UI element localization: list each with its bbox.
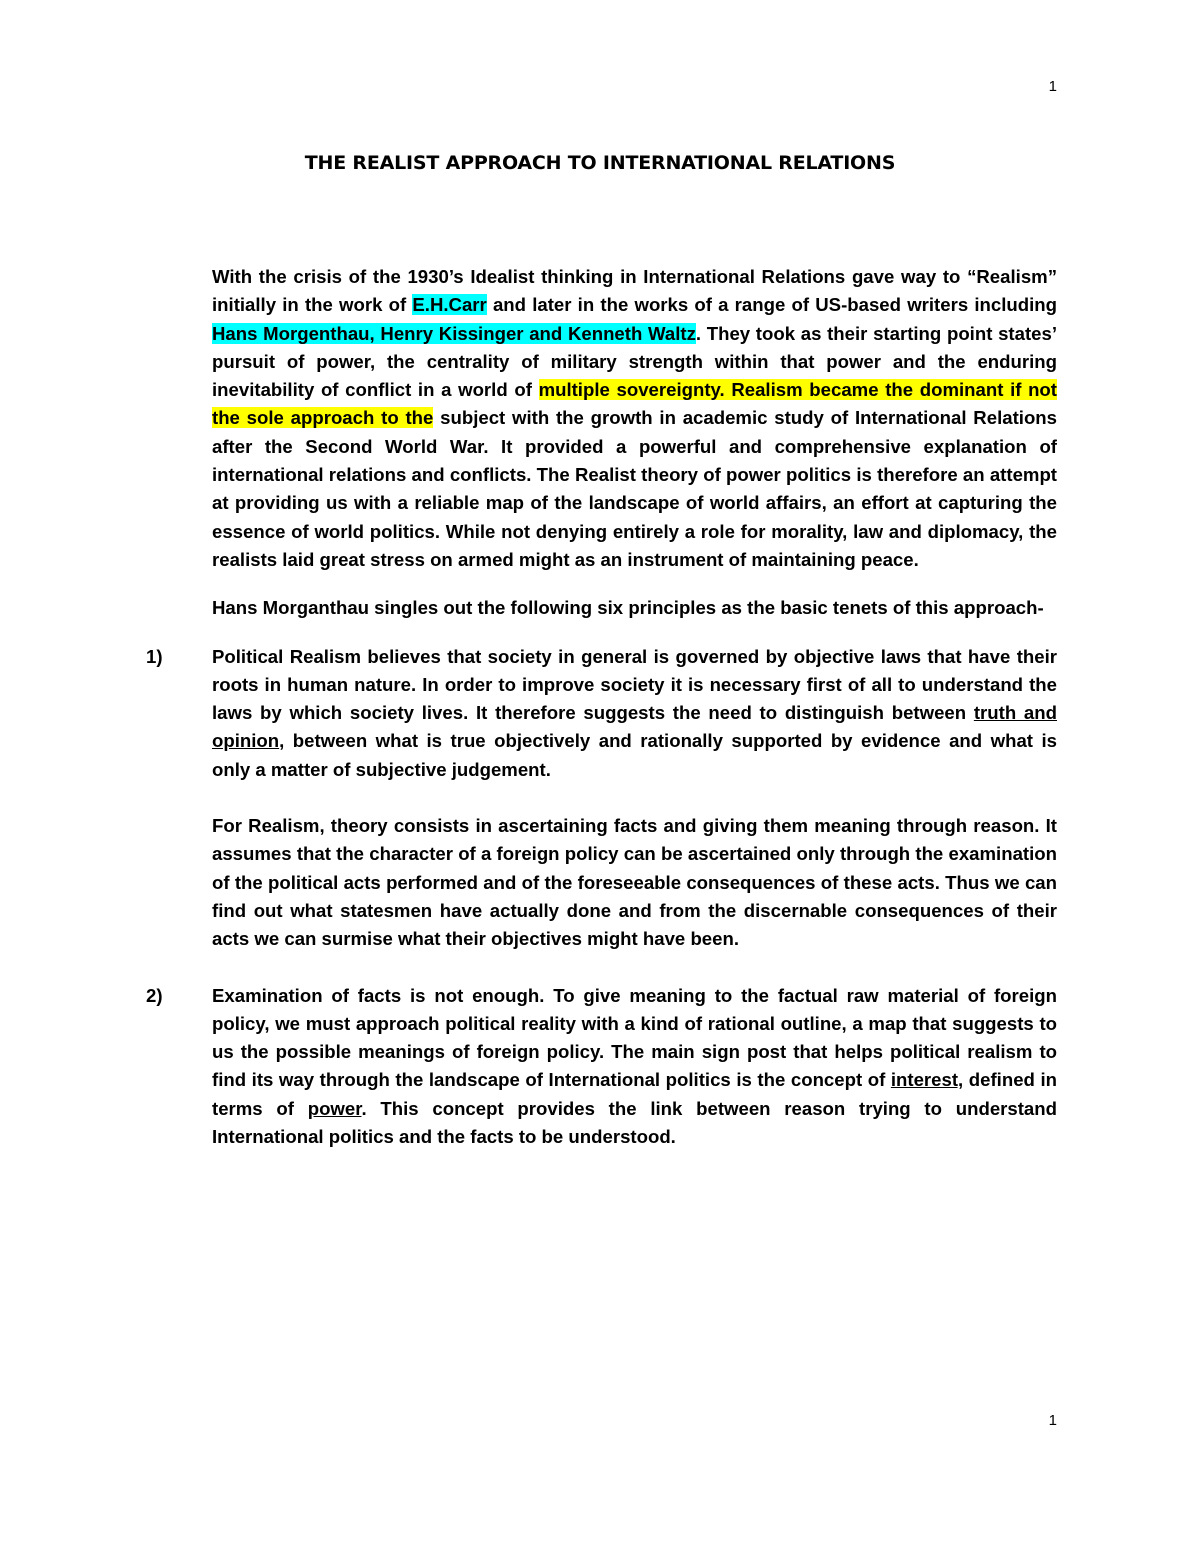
principle-1 bbox=[146, 643, 1057, 954]
principle-1-text-a: Political Realism believes that society in general is governed by objective laws that have their roots in human nature. In order to improve society it is necessary first of all to understand the laws by which society lives. It therefore suggests the need to distinguish between bbox=[212, 645, 1057, 724]
principle-2 bbox=[146, 982, 1058, 1152]
principle-2-text-c: . This concept provides the link between reason trying to understand International politics and the facts to be understood. bbox=[212, 1097, 1057, 1148]
underline-truth-opinion: truth and opinion bbox=[212, 702, 1057, 752]
principle-1-text-b: , between what is true objectively and rationally supported by evidence and what is only a matter of subjective judgement. bbox=[212, 730, 1057, 780]
principle-2-text-a: Examination of facts is not enough. To give meaning to the factual raw material of foreign policy, we must approach political reality with a kind of rational outline, a map that suggests to us the possible meanings of foreign policy. The main sign post that helps political realism to find its way through the landscape of International politics is the concept of bbox=[212, 984, 1057, 1091]
principle-2-paragraph bbox=[212, 982, 1057, 1152]
underline-power: power bbox=[307, 1097, 362, 1119]
intro-text-2: and later in the works of a range of US-based writers including bbox=[486, 294, 1057, 316]
highlight-writers: Hans Morgenthau, Henry Kissinger and Kenneth Waltz bbox=[212, 322, 696, 344]
principles-intro: Hans Morganthau singles out the following six principles as the basic tenets of this approach- bbox=[212, 597, 1044, 619]
intro-text-4: subject with the growth in academic study of International Relations after the Second World War. It provided a powerful and comprehensive explanation of international relations and conflicts. The Realist theory of power politics is therefore an attempt at providing us with a reliable map of the landscape of world affairs, an effort at capturing the essence of world politics. While not denying entirely a role for morality, law and diplomacy, the realists laid great stress on armed might as an instrument of maintaining peace. bbox=[212, 407, 1057, 570]
principle-1-paragraph bbox=[212, 643, 1057, 784]
page-number-footer: 1 bbox=[1048, 1412, 1057, 1429]
intro-text-3: . They took as their starting point states’ pursuit of power, the centrality of military strength within that power and the enduring inevitability of conflict in a world of bbox=[212, 322, 1057, 401]
page-number-header: 1 bbox=[1048, 78, 1057, 95]
document-title: THE REALIST APPROACH TO INTERNATIONAL RELATIONS bbox=[304, 152, 896, 174]
principle-1-number: 1) bbox=[146, 645, 163, 667]
highlight-sovereignty: multiple sovereignty. Realism became the dominant if not the sole approach to the bbox=[212, 379, 1057, 429]
principle-2-number: 2) bbox=[146, 984, 163, 1006]
principle-1-paragraph-2: For Realism, theory consists in ascertaining facts and giving them meaning through reason. It assumes that the character of a foreign policy can be ascertained only through the examination of the political acts performed and of the foreseeable consequences of these acts. Thus we can find out what statesmen have actually done and from the discernable consequences of their acts we can surmise what their objectives might have been. bbox=[212, 815, 1057, 950]
document-body bbox=[146, 263, 1058, 1151]
intro-paragraph bbox=[212, 263, 1057, 574]
highlight-carr: E.H.Carr bbox=[412, 294, 487, 316]
principle-2-text-b: defined in terms of bbox=[212, 1069, 1058, 1119]
underline-interest: interest, bbox=[890, 1069, 964, 1091]
intro-text-1: With the crisis of the 1930’s Idealist thinking in International Relations gave way to “Realism” initially in the work of bbox=[212, 266, 1057, 316]
